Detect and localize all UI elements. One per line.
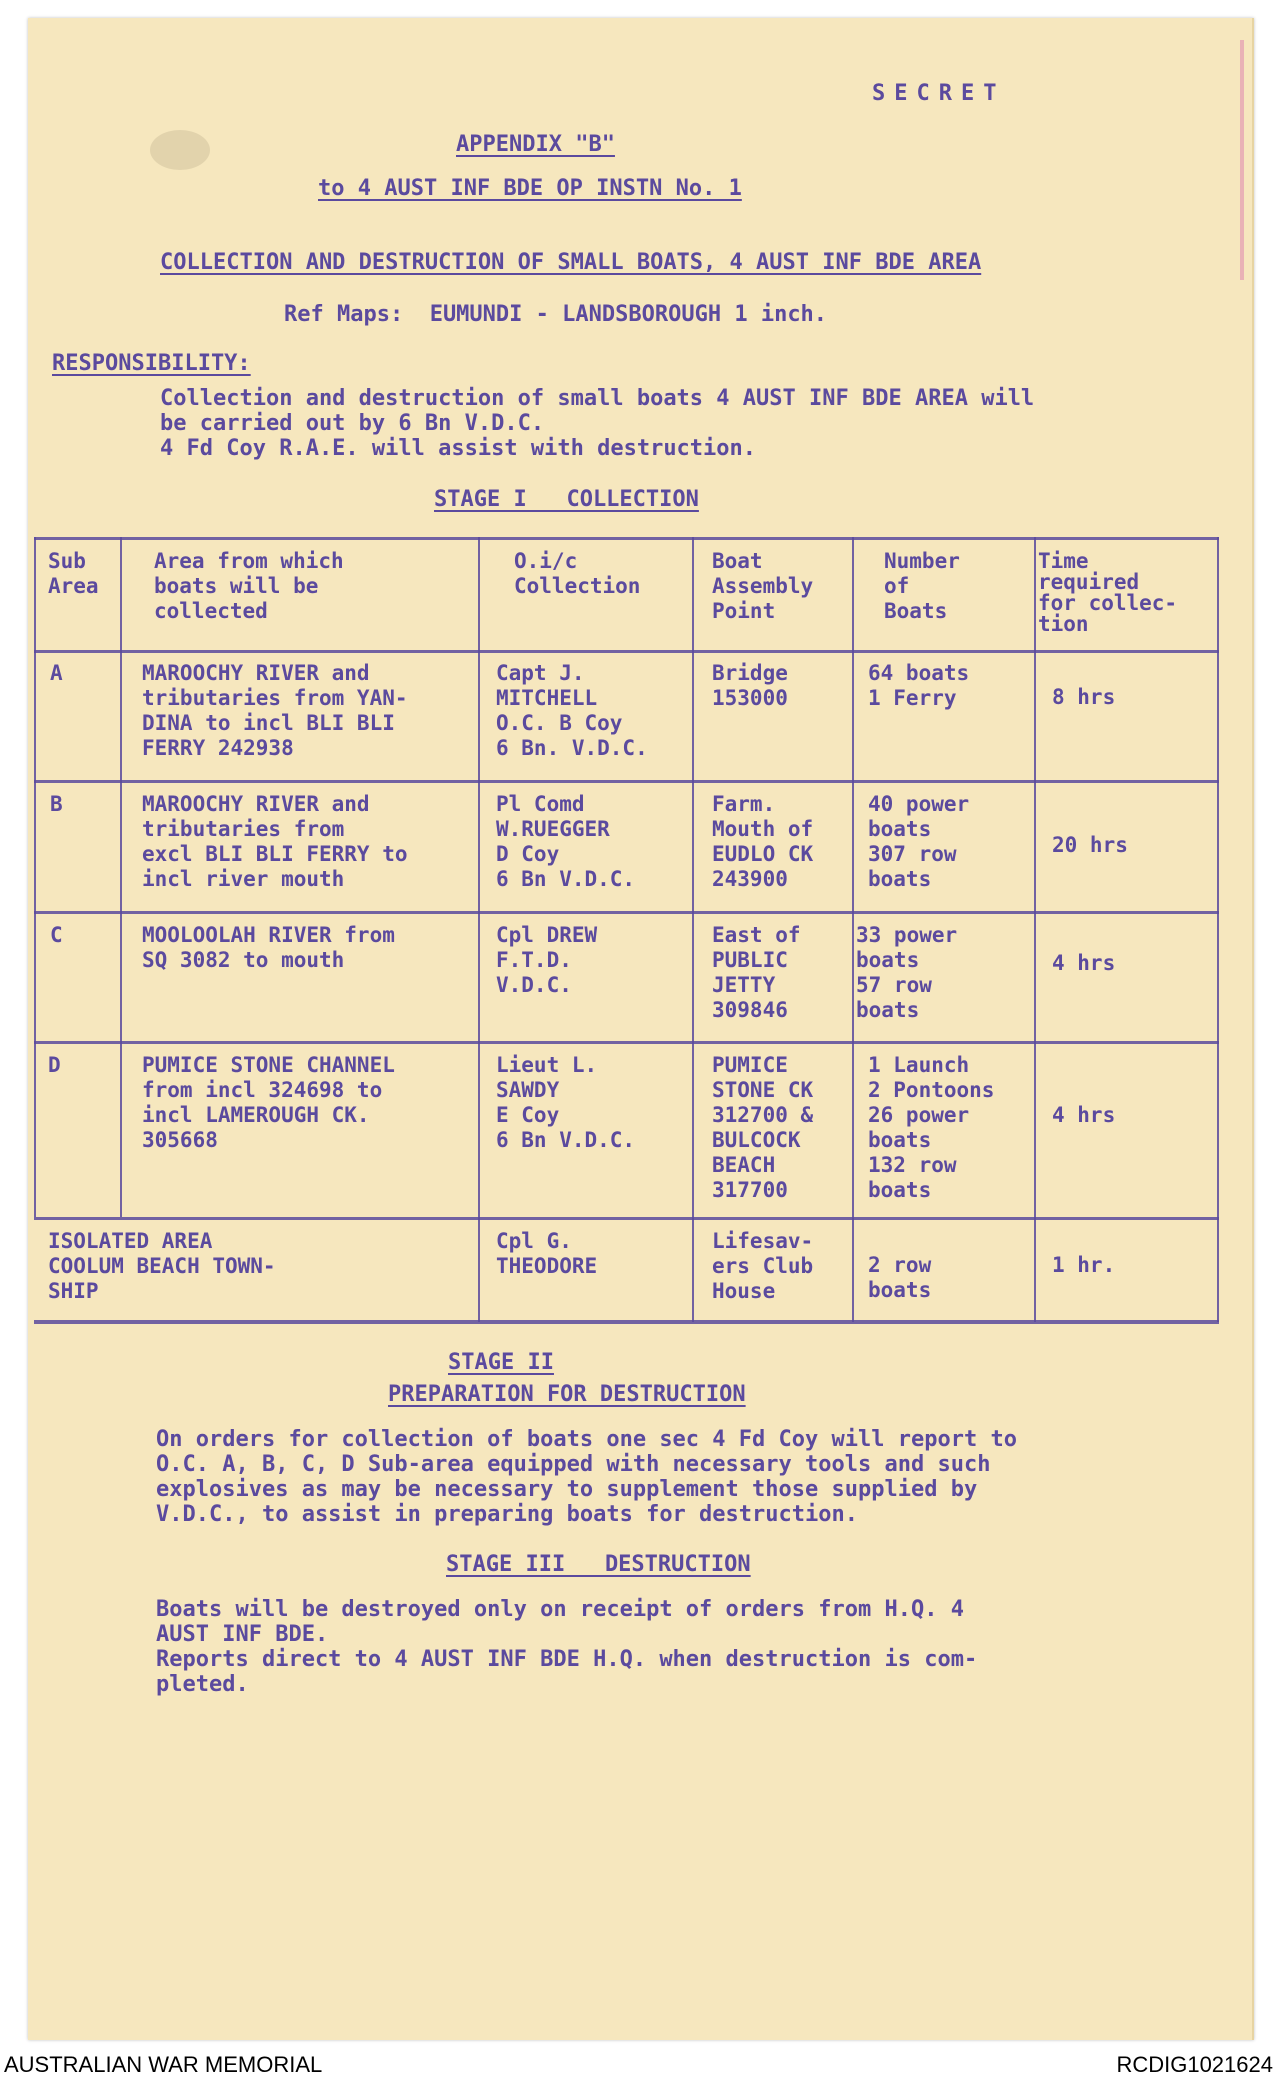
stage3-text: Boats will be destroyed only on receipt of orders from H.Q. 4 AUST INF BDE. Reports direct to 4 AUST INF BDE H.Q. when destruction is com- pleted.	[156, 1597, 978, 1697]
column-rule	[478, 537, 480, 1322]
table-cell: Farm. Mouth of EUDLO CK 243900	[712, 792, 814, 891]
table-cell: 2 row boats	[868, 1253, 932, 1302]
row-rule	[34, 780, 1219, 783]
responsibility-text: Collection and destruction of small boats 4 AUST INF BDE AREA will be carried out by 6 Bn V.D.C. 4 Fd Coy R.A.E. will assist with destruction.	[160, 386, 1035, 461]
table-cell: PUMICE STONE CHANNEL from incl 324698 to incl LAMEROUGH CK. 305668	[142, 1053, 395, 1152]
map-reference: Ref Maps: EUMUNDI - LANDSBOROUGH 1 inch.	[284, 302, 828, 327]
stage3-heading: STAGE III DESTRUCTION	[446, 1552, 751, 1577]
row-rule	[34, 911, 1219, 914]
table-bottom-rule	[34, 1320, 1219, 1324]
footer-record-id: RCDIG1021624	[1116, 2052, 1273, 2077]
row-rule	[34, 1041, 1219, 1044]
edge-stain	[1240, 40, 1244, 280]
column-rule	[852, 537, 854, 1322]
table-cell: Lifesav- ers Club House	[712, 1229, 814, 1303]
column-header: O.i/c Collection	[514, 549, 641, 598]
table-cell: C	[50, 923, 63, 947]
footer-institution: AUSTRALIAN WAR MEMORIAL	[4, 2052, 323, 2077]
table-cell: Lieut L. SAWDY E Coy 6 Bn V.D.C.	[496, 1053, 636, 1152]
table-cell: MOOLOOLAH RIVER from SQ 3082 to mouth	[142, 923, 395, 972]
paper-stain	[150, 130, 210, 170]
column-rule	[120, 537, 122, 1217]
column-rule	[692, 537, 694, 1322]
column-rule	[1034, 537, 1036, 1322]
column-header: Boat Assembly Point	[712, 549, 814, 623]
table-cell: 40 power boats 307 row boats	[868, 792, 970, 891]
column-header: Area from which boats will be collected	[154, 549, 344, 623]
header-rule	[34, 650, 1219, 653]
table-cell: 64 boats 1 Ferry	[868, 661, 970, 710]
stage1-heading: STAGE I COLLECTION	[434, 487, 699, 512]
appendix-title: APPENDIX "B"	[456, 132, 615, 157]
row-rule	[34, 1217, 1219, 1220]
responsibility-heading: RESPONSIBILITY:	[52, 351, 251, 376]
table-cell: D	[48, 1053, 61, 1077]
column-rule	[1217, 537, 1219, 1322]
table-cell: 4 hrs	[1052, 951, 1116, 975]
stage2-text: On orders for collection of boats one sec 4 Fd Coy will report to O.C. A, B, C, D Sub-area equipped with necessary tools and such explosives as may be necessary to supplement those supplied by V.D.C., to assist in preparing boats for destruction.	[156, 1427, 1017, 1527]
table-cell: Capt J. MITCHELL O.C. B Coy 6 Bn. V.D.C.	[496, 661, 648, 760]
table-top-rule	[34, 537, 1219, 540]
table-cell: PUMICE STONE CK 312700 & BULCOCK BEACH 317700	[712, 1053, 814, 1202]
table-cell: Cpl DREW F.T.D. V.D.C.	[496, 923, 598, 997]
instruction-reference: to 4 AUST INF BDE OP INSTN No. 1	[318, 176, 742, 201]
table-cell: ISOLATED AREA COOLUM BEACH TOWN- SHIP	[48, 1229, 276, 1303]
document-title: COLLECTION AND DESTRUCTION OF SMALL BOATS, 4 AUST INF BDE AREA	[160, 250, 982, 275]
stage2-subheading: PREPARATION FOR DESTRUCTION	[388, 1382, 746, 1407]
table-cell: B	[50, 792, 63, 816]
table-cell: 4 hrs	[1052, 1103, 1116, 1127]
collection-table	[34, 537, 1219, 1325]
table-cell: MAROOCHY RIVER and tributaries from excl BLI BLI FERRY to incl river mouth	[142, 792, 408, 891]
table-cell: Pl Comd W.RUEGGER D Coy 6 Bn V.D.C.	[496, 792, 636, 891]
table-cell: 33 power boats 57 row boats	[856, 923, 958, 1022]
table-cell: Bridge 153000	[712, 661, 788, 710]
table-cell: 20 hrs	[1052, 833, 1128, 857]
table-cell: MAROOCHY RIVER and tributaries from YAN- DINA to incl BLI BLI FERRY 242938	[142, 661, 408, 760]
table-cell: 8 hrs	[1052, 685, 1116, 709]
column-header: Number of Boats	[884, 549, 960, 623]
column-header: Time required for collec- tion	[1038, 549, 1178, 636]
table-cell: 1 Launch 2 Pontoons 26 power boats 132 row boats	[868, 1053, 995, 1202]
stage2-heading: STAGE II	[448, 1350, 554, 1375]
table-cell: 1 hr.	[1052, 1253, 1116, 1277]
column-rule	[34, 537, 36, 1217]
table-cell: A	[50, 661, 63, 685]
table-cell: East of PUBLIC JETTY 309846	[712, 923, 801, 1022]
classification-label: SECRET	[872, 81, 1006, 106]
column-header: Sub Area	[48, 549, 99, 598]
table-cell: Cpl G. THEODORE	[496, 1229, 598, 1278]
